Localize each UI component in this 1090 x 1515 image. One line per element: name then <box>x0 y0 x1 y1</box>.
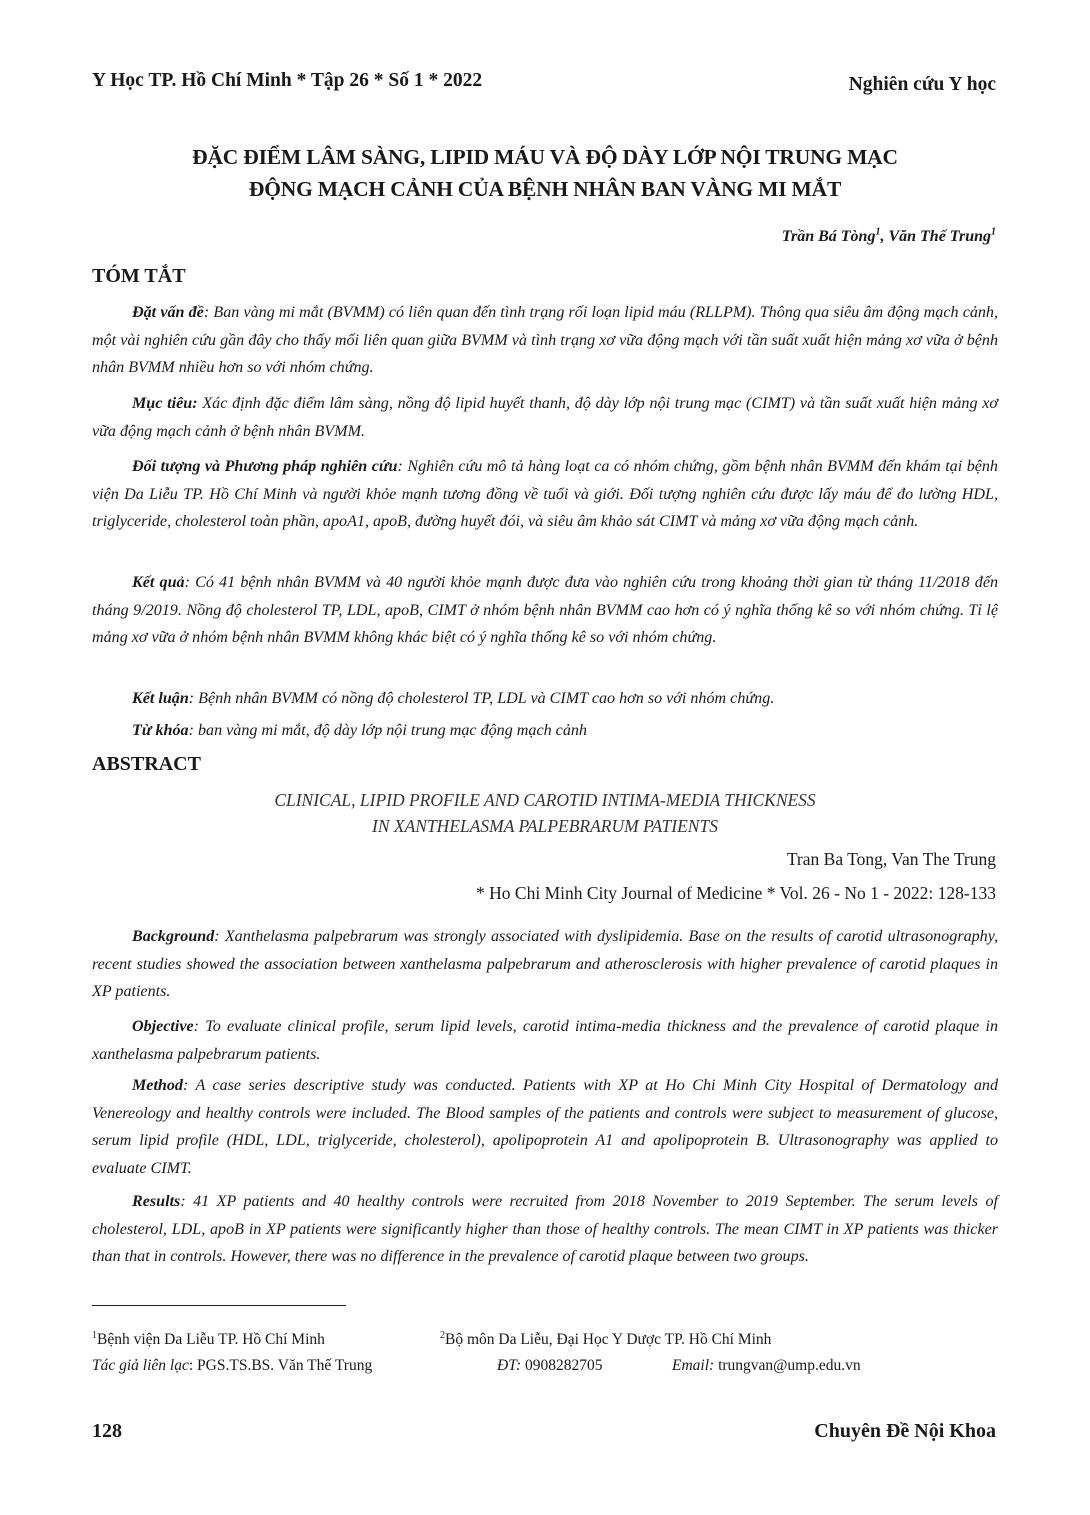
paragraph-text: : ban vàng mi mắt, độ dày lớp nội trung mạc động mạch cảnh <box>188 722 587 739</box>
email <box>672 1357 861 1375</box>
english-title-line-2: IN XANTHELASMA PALPEBRARUM PATIENTS <box>372 816 718 836</box>
tomtat-heading: TÓM TẮT <box>92 265 186 287</box>
tomtat-paragraph <box>92 299 998 382</box>
affiliation-1 <box>92 1331 325 1349</box>
paragraph-text: : Có 41 bệnh nhân BVMM và 40 người khỏe mạnh được đưa vào nghiên cứu trong khoảng thời gian từ tháng 11/2018 đến tháng 9/2019. Nồng độ cholesterol TP, LDL, apoB, CIMT ở nhóm bệnh nhân BVMM cao hơn có ý nghĩa thống kê so với nhóm chứng. Tỉ lệ mảng xơ vữa ở nhóm bệnh nhân BVMM không khác biệt có ý nghĩa thống kê so với nhóm chứng. <box>92 574 999 646</box>
phone-label: ĐT: <box>497 1357 522 1374</box>
tomtat-paragraph <box>92 685 998 713</box>
tomtat-paragraph <box>92 453 998 536</box>
journal-header: Y Học TP. Hồ Chí Minh * Tập 26 * Số 1 * 2022 <box>92 70 483 91</box>
paragraph-text: : Nghiên cứu mô tả hàng loạt ca có nhóm chứng, gồm bệnh nhân BVMM đến khám tại bệnh viện Da Liễu TP. Hồ Chí Minh và người khỏe mạnh tương đồng về tuổi và giới. Đối tượng nghiên cứu được lấy máu để đo lường HDL, triglyceride, cholesterol toàn phần, apoA1, apoB, đường huyết đói, và siêu âm khảo sát CIMT và mảng xơ vữa động mạch cảnh. <box>92 458 998 530</box>
affiliation-text: Bộ môn Da Liễu, Đại Học Y Dược TP. Hồ Chí Minh <box>445 1331 772 1348</box>
citation: * Ho Chi Minh City Journal of Medicine * Vol. 26 - No 1 - 2022: 128-133 <box>476 883 996 903</box>
tomtat-paragraph <box>92 390 998 445</box>
english-title-line-1: CLINICAL, LIPID PROFILE AND CAROTID INTIMA-MEDIA THICKNESS <box>274 790 816 810</box>
authors-vietnamese <box>782 228 996 246</box>
paragraph-text: : Ban vàng mi mắt (BVMM) có liên quan đến tình trạng rối loạn lipid máu (RLLPM). Thông qua siêu âm động mạch cảnh, một vài nghiên cứu gần đây cho thấy mối liên quan giữa BVMM và tình trạng xơ vữa động mạch với tần suất xuất hiện mảng xơ vữa ở bệnh nhân BVMM nhiều hơn so với nhóm chứng. <box>92 304 998 376</box>
paragraph-label: Mục tiêu: <box>132 395 198 412</box>
contact-value: : PGS.TS.BS. Văn Thế Trung <box>188 1357 373 1374</box>
keywords-paragraph <box>92 717 998 745</box>
affiliation-marker: 2 <box>440 1329 445 1341</box>
paragraph-label: Results <box>132 1193 181 1210</box>
author-name: Trần Bá Tòng <box>781 228 876 245</box>
paragraph-text: : Xanthelasma palpebrarum was strongly associated with dyslipidemia. Base on the results of carotid ultrasonography, recent studies showed the association between xanthelasma palpebrarum and atherosclerosis with higher prevalence of carotid plaques in XP patients. <box>92 928 998 1000</box>
authors-english: Tran Ba Tong, Van The Trung <box>786 849 996 869</box>
email-value: trungvan@ump.edu.vn <box>714 1357 861 1374</box>
abstract-paragraph <box>92 1188 998 1271</box>
paragraph-label: Kết luận <box>132 690 189 707</box>
paragraph-text: Xác định đặc điểm lâm sàng, nồng độ lipid huyết thanh, độ dày lớp nội trung mạc (CIMT) và tần suất xuất hiện mảng xơ vữa động mạch cảnh ở bệnh nhân BVMM. <box>92 395 998 440</box>
footer-section: Chuyên Đề Nội Khoa <box>814 1420 996 1442</box>
paragraph-text: : Bệnh nhân BVMM có nồng độ cholesterol TP, LDL và CIMT cao hơn so với nhóm chứng. <box>188 690 775 707</box>
abstract-paragraph <box>92 1072 998 1182</box>
paragraph-label: Objective <box>132 1018 194 1035</box>
email-label: Email: <box>672 1357 715 1374</box>
affiliation-2 <box>440 1331 771 1349</box>
article-title-line-1: ĐẶC ĐIỂM LÂM SÀNG, LIPID MÁU VÀ ĐỘ DÀY LỚP NỘI TRUNG MẠC <box>192 145 898 169</box>
paragraph-label: Method <box>132 1077 183 1094</box>
tomtat-paragraph <box>92 569 998 652</box>
paragraph-label: Kết quả <box>132 574 185 591</box>
corresponding-author <box>92 1357 372 1375</box>
abstract-heading: ABSTRACT <box>92 753 201 775</box>
abstract-paragraph <box>92 923 998 1006</box>
paragraph-label: Đặt vấn đề <box>132 304 204 321</box>
article-title-line-2: ĐỘNG MẠCH CẢNH CỦA BỆNH NHÂN BAN VÀNG MI MẮT <box>248 177 842 201</box>
page-number: 128 <box>92 1420 122 1442</box>
paragraph-text: : 41 XP patients and 40 healthy controls were recruited from 2018 November to 2019 September. The serum levels of cholesterol, LDL, apoB in XP patients were significantly higher than those of healthy controls. The mean CIMT in XP patients was thicker than that in controls. However, there was no difference in the prevalence of carotid plaque between two groups. <box>92 1193 998 1265</box>
phone <box>497 1357 603 1375</box>
affiliation-marker: 1 <box>92 1329 97 1341</box>
author-separator: , <box>880 228 889 245</box>
paragraph-label: Từ khóa <box>132 722 189 739</box>
phone-value: 0908282705 <box>521 1357 603 1374</box>
section-header: Nghiên cứu Y học <box>848 74 996 95</box>
affiliation-marker: 1 <box>875 226 881 238</box>
paragraph-label: Background <box>132 928 215 945</box>
paragraph-label: Đối tượng và Phương pháp nghiên cứu <box>132 458 398 475</box>
abstract-paragraph <box>92 1013 998 1068</box>
contact-label: Tác giả liên lạc <box>92 1357 189 1374</box>
footnote-divider <box>92 1305 346 1306</box>
affiliation-text: Bệnh viện Da Liễu TP. Hồ Chí Minh <box>97 1331 325 1348</box>
author-name: Văn Thế Trung <box>888 228 991 245</box>
affiliation-marker: 1 <box>991 226 996 238</box>
paragraph-text: : To evaluate clinical profile, serum lipid levels, carotid intima-media thickness and the prevalence of carotid plaque in xanthelasma palpebrarum patients. <box>92 1018 998 1063</box>
paragraph-text: : A case series descriptive study was conducted. Patients with XP at Ho Chi Minh City Hospital of Dermatology and Venereology and healthy controls were included. The Blood samples of the patients and controls were subject to measurement of glucose, serum lipid profile (HDL, LDL, triglyceride, cholesterol), apolipoprotein A1 and apolipoprotein B. Ultrasonography was applied to evaluate CIMT. <box>92 1077 998 1177</box>
